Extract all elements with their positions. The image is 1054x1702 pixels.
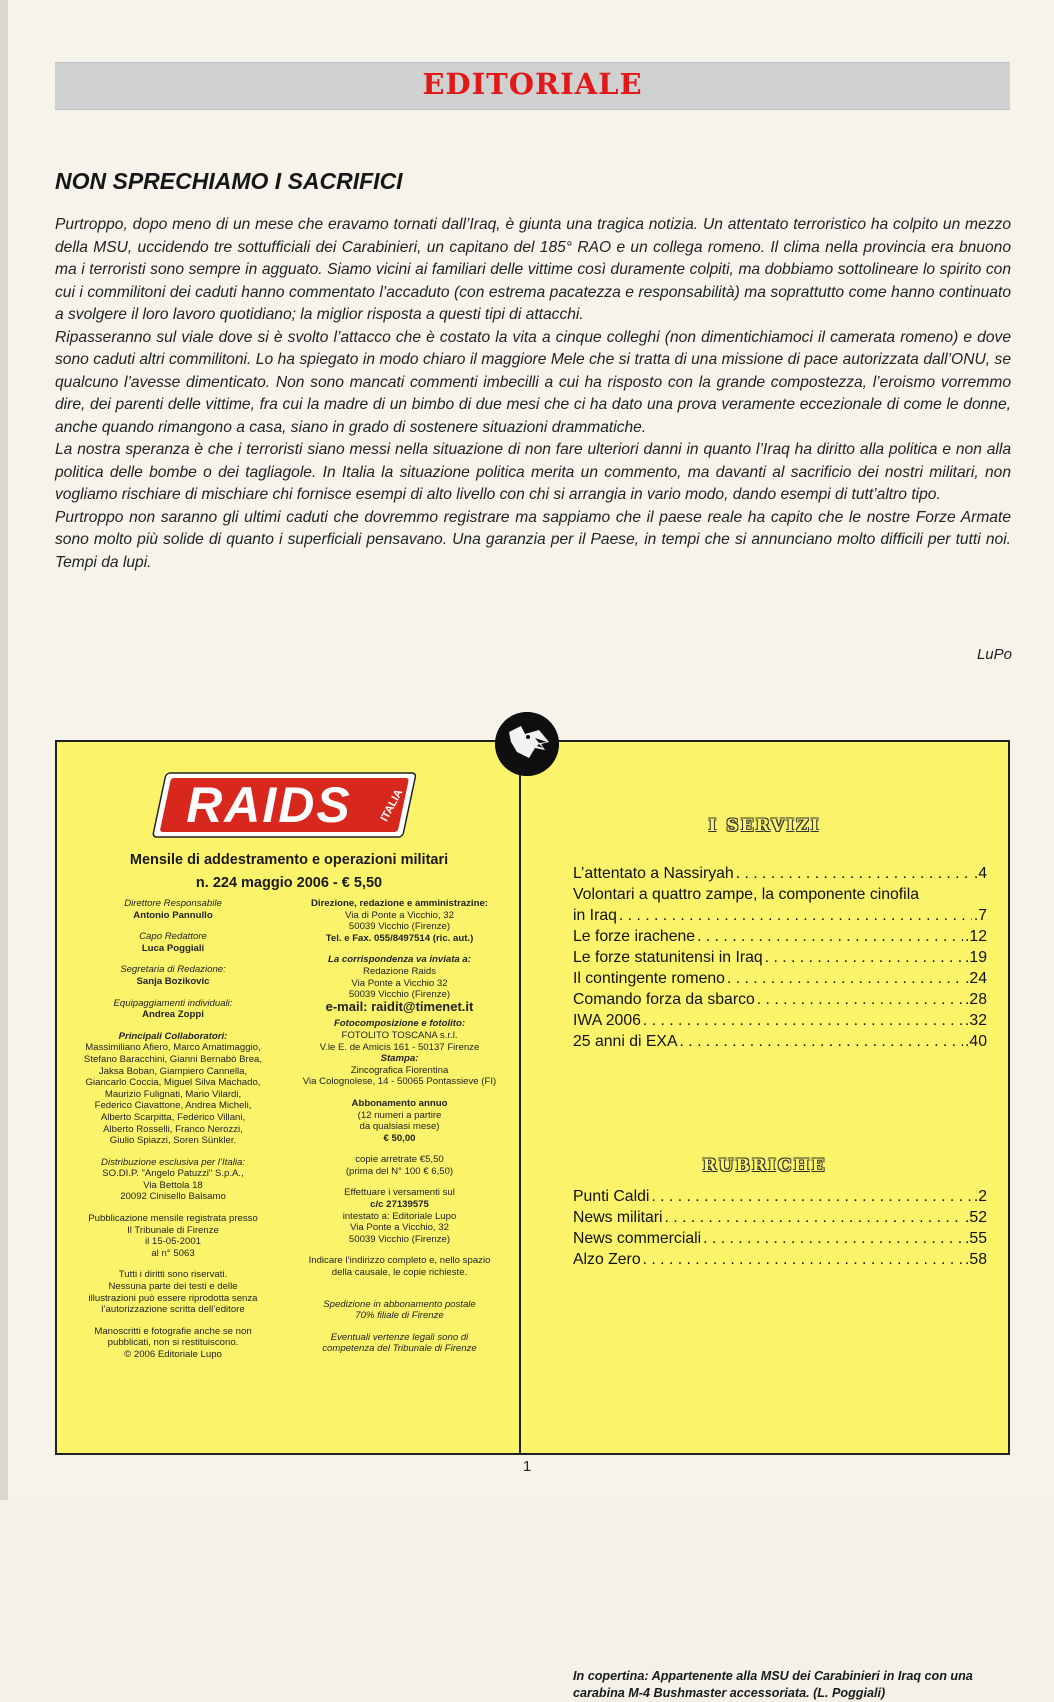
staff-name: Antonio Pannullo <box>133 909 213 921</box>
manuscripts-line: pubblicati, non si restituiscono. <box>107 1337 239 1349</box>
subscription-line: (12 numeri a partire <box>357 1109 442 1121</box>
instructions-line: della causale, le copie richieste. <box>331 1267 468 1279</box>
contents-box <box>519 740 1010 1700</box>
article-signature: LuPo <box>976 646 1012 663</box>
page-spine <box>0 0 8 1500</box>
registration-line: il 15-05-2001 <box>144 1236 201 1248</box>
print-label: Stampa: <box>380 1053 419 1065</box>
toc-entry[interactable]: Le forze irachene . . . .12 <box>573 926 987 947</box>
distribution-line: Via Bettola 18 <box>143 1179 203 1191</box>
collaborators-label: Principali Collaboratori: <box>118 1030 228 1042</box>
payee-line: Via Ponte a Vicchio, 32 <box>350 1222 449 1234</box>
rights-line: Nessuna parte dei testi e delle <box>108 1281 238 1293</box>
masthead-staff-column <box>63 898 283 1361</box>
payee-line: 50039 Vicchio (Firenze) <box>348 1233 451 1245</box>
masthead-box <box>55 740 523 1455</box>
phone-fax: Tel. e Fax. 055/8497514 (ric. aut.) <box>325 932 474 944</box>
cover-caption: In copertina: Appartenente alla MSU dei Carabinieri in Iraq con una carabina M-4 Bushmaster accessoriata. (L. Poggiali) <box>573 1669 973 1700</box>
subscription-line: da qualsiasi mese) <box>359 1121 440 1133</box>
toc-entry[interactable]: L’attentato a Nassiryah . . . .4 <box>573 863 987 884</box>
toc-entry[interactable]: Le forze statunitensi in Iraq . . . .19 <box>573 947 987 968</box>
collaborators-line: Massimiliano Afiero, Marco Amatimaggio, <box>85 1042 261 1054</box>
logo-text: RAIDS <box>186 777 352 833</box>
correspondence-line: Via Ponte a Vicchio 32 <box>351 977 448 989</box>
photo-line: V.le E. de Amicis 161 - 50137 Firenze <box>319 1041 480 1053</box>
masthead-info-column <box>287 898 512 1355</box>
wolf-head-icon <box>495 712 559 776</box>
toc-entry[interactable]: in Iraq . . . .7 <box>573 905 987 926</box>
section-title: EDITORIALE <box>422 67 643 101</box>
rights-line: illustrazioni può essere riprodotta senza <box>88 1292 258 1304</box>
article-headline: NON SPRECHIAMO I SACRIFICI <box>55 168 403 194</box>
logo-subtext: ITALIA <box>378 787 406 824</box>
collaborators-line: Federico Ciavattone, Andrea Micheli, <box>94 1100 252 1112</box>
print-line: Via Colognolese, 14 - 50065 Pontassieve (FI) <box>302 1076 497 1088</box>
registration-line: al n° 5063 <box>151 1247 195 1259</box>
legal-line: competenza del Tribunale di Firenze <box>322 1343 477 1355</box>
direction-line: 50039 Vicchio (Firenze) <box>348 921 451 933</box>
shipping-line: 70% filiale di Firenze <box>355 1310 444 1322</box>
registration-line: Pubblicazione mensile registrata presso <box>88 1213 258 1225</box>
collaborators-line: Alberto Scarpitta, Federico Villani, <box>100 1111 246 1123</box>
rights-line: l’autorizzazione scritta dell’editore <box>101 1304 245 1316</box>
distribution-label: Distribuzione esclusiva per l’Italia: <box>101 1156 245 1168</box>
article-paragraph: Ripasseranno sul viale dove si è svolto l’attacco che è costato la vita a cinque colleghi (non dimentichiamoci il camerata romeno) e dove sono caduti altri commilitoni. Lo ha spiegato in modo chiaro il maggiore Mele che si tratta di una missione di pace autorizzata dall’ONU, se qualcuno l’avesse dimenticato. Non sono mancati commenti imbecilli a cui ha risposto con la grande compostezza, l’eroismo vorremmo dire, dei parenti delle vittime, fra cui la madre di un bimbo di due mesi che ci ha dato una prova veramente eccezionale di come le donne, anche quando rimangono a casa, siano in grado di sostenere situazioni drammatiche. <box>55 328 1011 436</box>
toc-entry[interactable]: Alzo Zero . . . .58 <box>573 1249 987 1270</box>
payment-label: Effettuare i versamenti sul <box>344 1187 455 1199</box>
print-line: Zincografica Fiorentina <box>350 1064 449 1076</box>
collaborators-line: Alberto Rosselli, Franco Nerozzi, <box>103 1123 243 1135</box>
email-address[interactable]: e-mail: raidit@timenet.it <box>325 998 474 1014</box>
toc-entry[interactable]: IWA 2006 . . . .32 <box>573 1010 987 1031</box>
toc-entry-line[interactable]: Volontari a quattro zampe, la componente cinofila <box>573 886 919 903</box>
manuscripts-line: Manoscritti e fotografie anche se non <box>94 1325 252 1337</box>
photo-label: Fotocomposizione e fotolito: <box>333 1018 466 1030</box>
article-body <box>55 214 1011 574</box>
distribution-line: SO.DI.P. "Angelo Patuzzi" S.p.A., <box>102 1168 244 1180</box>
toc-entry[interactable]: 25 anni di EXA . . . .40 <box>573 1031 987 1052</box>
toc-entry[interactable]: News commerciali . . . .55 <box>573 1228 987 1249</box>
back-issues-line: copie arretrate €5,50 <box>355 1154 444 1166</box>
article-paragraph: La nostra speranza è che i terroristi siano messi nella situazione di non fare ulteriori danni in quanto l’Iraq ha diritto alla politica e non alla politica delle bombe o dei tagliagole. In Italia la situazione politica merita un commento, ma davanti al sacrificio dei nostri militari, non vogliamo rischiare di mischiare chi fornisce esempi di alto livello con chi si arrangia in vario modo, dando esempi di tutt’altro tipo. <box>55 441 1011 503</box>
staff-name: Andrea Zoppi <box>142 1009 204 1021</box>
back-issues-line: (prima del N° 100 € 6,50) <box>345 1165 454 1177</box>
toc-entry[interactable]: News militari . . . .52 <box>573 1207 987 1228</box>
staff-role: Equipaggiamenti individuali: <box>113 997 233 1009</box>
staff-name: Luca Poggiali <box>141 942 205 954</box>
staff-name: Sanja Bozikovic <box>136 975 210 987</box>
payee-line: intestato a: Editoriale Lupo <box>342 1210 457 1222</box>
collaborators-line: Giancarlo Coccia, Miguel Silva Machado, <box>85 1077 261 1089</box>
legal-line: Eventuali vertenze legali sono di <box>330 1331 469 1343</box>
registration-line: Il Tribunale di Firenze <box>127 1224 219 1236</box>
toc-entry[interactable]: Punti Caldi . . . .2 <box>573 1186 987 1207</box>
servizi-list <box>573 863 987 1052</box>
instructions-line: Indicare l’indirizzo completo e, nello spazio <box>308 1255 491 1267</box>
staff-role: Direttore Responsabile <box>124 898 222 909</box>
collaborators-line: Maurizio Fulignati, Mario Vilardi, <box>104 1088 242 1100</box>
subscription-price: € 50,00 <box>383 1132 416 1144</box>
toc-entry[interactable]: Il contingente romeno . . . .24 <box>573 968 987 989</box>
servizi-heading: I SERVIZI <box>708 816 821 836</box>
toc-entry[interactable]: Comando forza da sbarco . . . .28 <box>573 989 987 1010</box>
collaborators-line: Giulio Spiazzi, Soren Sünkler. <box>109 1135 237 1147</box>
issue-info: n. 224 maggio 2006 - € 5,50 <box>195 875 383 891</box>
magazine-subtitle: Mensile di addestramento e operazioni militari <box>129 852 449 868</box>
distribution-line: 20092 Cinisello Balsamo <box>120 1191 226 1203</box>
article-paragraph: Purtroppo non saranno gli ultimi caduti che dovremmo registrare ma sappiamo che il paese reale ha capito che le nostre Forze Armate sono molto più solide di quanto i superficiali pensavano. Una garanzia per il Paese, in tempi che si annunciano molto difficili per tutti noi. Tempi da lupi. <box>55 508 1011 571</box>
staff-role: Capo Redattore <box>139 931 207 943</box>
postal-account: c/c 27139575 <box>370 1199 429 1211</box>
rubriche-heading: RUBRICHE <box>702 1156 827 1176</box>
shipping-line: Spedizione in abbonamento postale <box>323 1298 476 1310</box>
raids-logo <box>151 769 419 841</box>
photo-line: FOTOLITO TOSCANA s.r.l. <box>341 1029 458 1041</box>
correspondence-label: La corrispondenza va inviata a: <box>328 954 471 966</box>
direction-label: Direzione, redazione e amministrazine: <box>310 898 488 909</box>
direction-line: Via di Ponte a Vicchio, 32 <box>345 909 454 921</box>
section-header-band <box>55 62 1010 110</box>
collaborators-line: Stefano Baracchini, Gianni Bernabò Brea, <box>83 1053 263 1065</box>
page-number: 1 <box>522 1458 532 1475</box>
rights-line: Tutti i diritti sono riservati. <box>118 1269 228 1281</box>
staff-role: Segretaria di Redazione: <box>120 964 226 976</box>
subscription-label: Abbonamento annuo <box>351 1097 448 1109</box>
manuscripts-line: © 2006 Editoriale Lupo <box>124 1349 222 1360</box>
correspondence-line: 50039 Vicchio (Firenze) <box>348 989 451 1001</box>
article-paragraph: Purtroppo, dopo meno di un mese che eravamo tornati dall’Iraq, è giunta una tragica notizia. Un attentato terroristico ha colpito un mezzo della MSU, uccidendo tre sottufficiali dei Carabinieri, un capitano del 185° RAO e un collega romeno. Il clima nella provincia era bnuono ma i terroristi sono sempre in agguato. Siamo vicini ai familiari delle vittime così duramente colpiti, ma dobbiamo sottolineare lo spirito con cui i commilitoni dei caduti hanno commentato l’accaduto (con estrema pacatezza e responsabilità) ma soprattutto come hanno continuato a svolgere il loro lavoro quotidiano; la miglior risposta a questi tipi di attacchi. <box>55 216 1011 323</box>
correspondence-line: Redazione Raids <box>362 965 437 977</box>
collaborators-line: Jaksa Boban, Giampiero Cannella, <box>98 1065 248 1077</box>
rubriche-list <box>573 1186 987 1270</box>
